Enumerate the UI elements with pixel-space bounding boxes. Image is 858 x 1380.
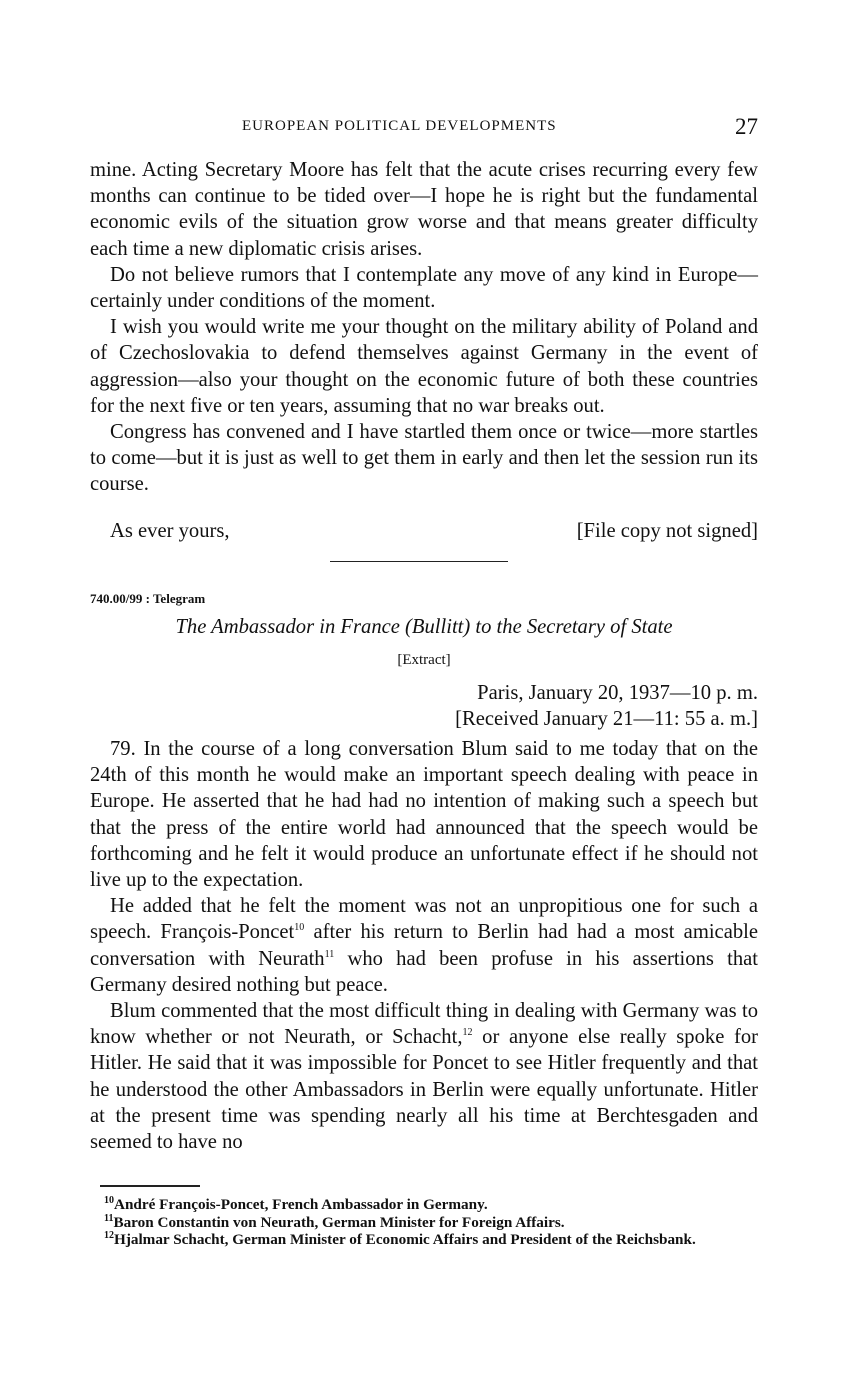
paragraph-text: or anyone else really spoke for Hitler. He said that it was impossible for Poncet to see Hitler frequently and that he understood the other Ambassadors in Berlin were equally unfortunate. Hitler at the present time was spending nearly all his time at Berchtesgaden and seemed to have no xyxy=(90,1026,759,1154)
footnote-number: 12 xyxy=(104,1230,114,1242)
footnote-number: 11 xyxy=(104,1212,114,1224)
footnote-text: André François-Poncet, French Ambassador in Germany. xyxy=(114,1196,488,1213)
footnotes xyxy=(90,1196,758,1249)
footnote-ref: 12 xyxy=(462,1027,473,1039)
paragraph-text: after his return to Berlin had had a most amicable conversation with Neurath xyxy=(90,921,758,970)
footnote xyxy=(90,1214,758,1232)
page-number: 27 xyxy=(735,114,758,139)
letter-paragraph: mine. Acting Secretary Moore has felt that the acute crises recurring every few months can continue to be tided over—I hope he is right but the fundamental economic evils of the situation grow worse and that means greater difficulty each time a new diplomatic crisis arises. xyxy=(90,159,758,260)
signature-note: [File copy not signed] xyxy=(576,520,758,542)
document-title: The Ambassador in France (Bullitt) to the Secretary of State xyxy=(175,616,673,638)
footnote-divider xyxy=(100,1185,200,1187)
received-stamp: [Received January 21—11: 55 a. m.] xyxy=(455,708,758,730)
paragraph-text: Blum commented that the most difficult thing in dealing with Germany was to know whether or not Neurath, or Schacht, xyxy=(90,1000,758,1049)
telegram-paragraph xyxy=(90,998,758,1155)
telegram-paragraph xyxy=(90,893,758,998)
section-divider xyxy=(330,561,508,562)
footnote-text: Baron Constantin von Neurath, German Minister for Foreign Affairs. xyxy=(113,1213,565,1231)
running-title: EUROPEAN POLITICAL DEVELOPMENTS xyxy=(242,118,557,134)
telegram-paragraph: 79. In the course of a long conversation Blum said to me today that on the 24th of this month he would make an important speech dealing with peace in Europe. He asserted that he had had no intention of making such a speech but that the press of the entire world had announced that the speech would be forthcoming and he felt it would produce an unfortunate effect if he should not live up to the expectation. xyxy=(90,738,758,892)
file-reference: 740.00/99 : Telegram xyxy=(90,591,206,606)
telegram-body xyxy=(90,736,758,1155)
footnote-text: Hjalmar Schacht, German Minister of Economic Affairs and President of the Reichsbank. xyxy=(114,1231,696,1249)
letter-paragraph: Do not believe rumors that I contemplate any move of any kind in Europe—certainly under conditions of the moment. xyxy=(90,263,758,313)
footnote xyxy=(90,1196,758,1214)
letter-body xyxy=(90,157,758,498)
extract-label: [Extract] xyxy=(397,652,451,668)
paragraph-text: who had been profuse in his assertions that Germany desired nothing but peace. xyxy=(90,947,758,996)
closing-salutation: As ever yours, xyxy=(110,520,230,542)
paragraph-text: He added that he felt the moment was not an unpropitious one for such a speech. François-Poncet xyxy=(90,895,758,944)
letter-closing xyxy=(110,520,758,547)
footnote-ref: 10 xyxy=(294,922,305,934)
footnote xyxy=(90,1231,758,1249)
letter-paragraph: I wish you would write me your thought on the military ability of Poland and of Czechoslovakia to defend themselves against Germany in the event of aggression—also your thought on the economic future of both these countries for the next five or ten years, assuming that no war breaks out. xyxy=(90,316,758,417)
letter-paragraph: Congress has convened and I have startled them once or twice—more startles to come—but it is just as well to get them in early and then let the session run its course. xyxy=(90,421,758,496)
footnote-number: 10 xyxy=(104,1194,114,1206)
dateline: Paris, January 20, 1937—10 p. m. xyxy=(477,682,758,704)
dateline-block xyxy=(455,680,758,732)
footnote-ref: 11 xyxy=(324,948,335,960)
page-header xyxy=(90,114,758,144)
